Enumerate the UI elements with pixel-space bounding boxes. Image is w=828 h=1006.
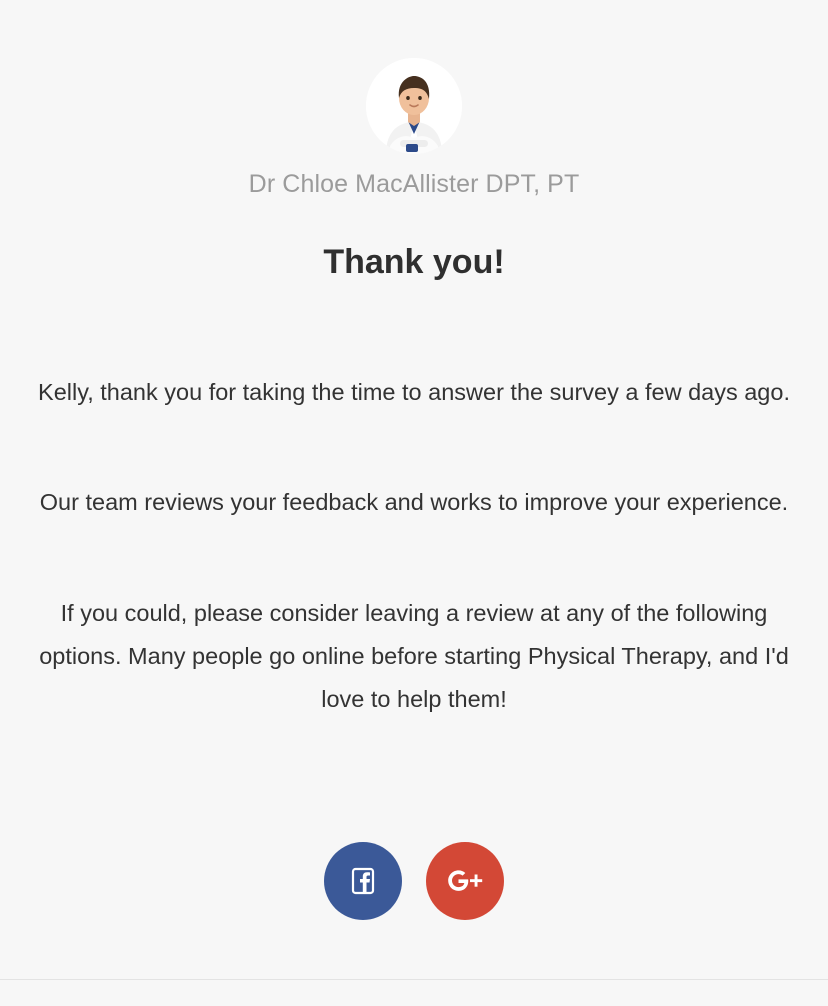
- facebook-review-button[interactable]: [324, 842, 402, 920]
- paragraph-feedback: Our team reviews your feedback and works to improve your experience.: [39, 489, 789, 516]
- facebook-icon: [346, 864, 380, 898]
- paragraph-greeting: Kelly, thank you for taking the time to answer the survey a few days ago.: [38, 378, 790, 405]
- doctor-name: Dr Chloe MacAllister DPT, PT: [248, 170, 580, 198]
- social-buttons-row: [324, 842, 504, 920]
- google-plus-review-button[interactable]: [426, 842, 504, 920]
- google-plus-icon: [445, 867, 485, 895]
- paragraph-review-request: If you could, please consider leaving a review at any of the following options. Many people go online before starting Physical Therapy, and I'd love to help them!: [39, 599, 789, 712]
- avatar: [366, 58, 462, 154]
- page-title: Thank you!: [323, 243, 505, 281]
- footer-divider: [0, 979, 828, 980]
